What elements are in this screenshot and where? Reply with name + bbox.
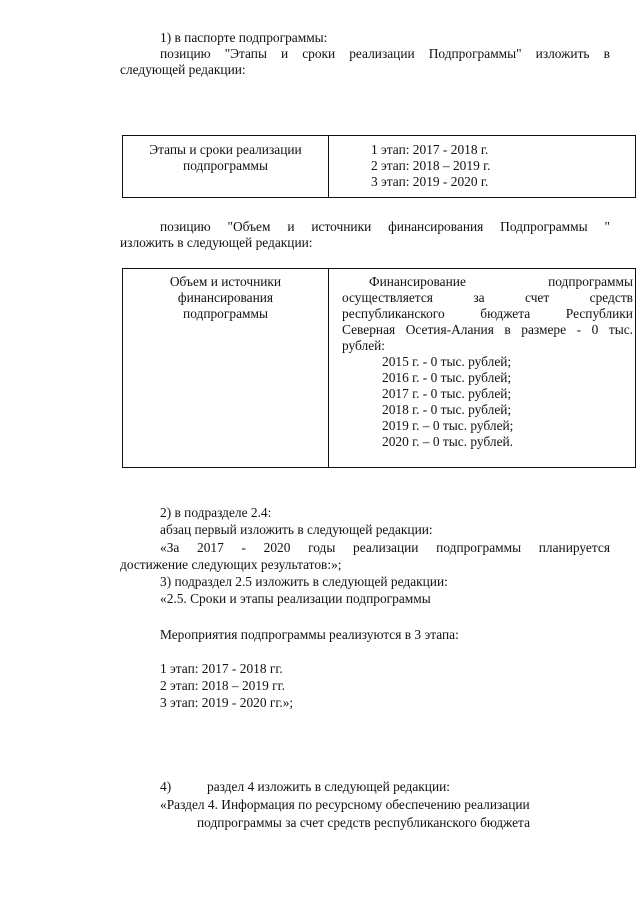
- word: 2020: [263, 540, 291, 555]
- word: бюджета: [480, 306, 531, 321]
- word: позицию: [160, 219, 211, 234]
- word: и: [280, 46, 289, 61]
- stage-1: 1 этап: 2017 - 2018 г.: [371, 142, 489, 157]
- word: сроки: [302, 46, 336, 61]
- item1-heading: 1) в паспорте подпрограммы:: [160, 30, 328, 45]
- financing-year-2016: 2016 г. - 0 тыс. рублей;: [382, 370, 512, 385]
- word: тыс.: [608, 322, 633, 337]
- word: подпрограммы: [436, 540, 522, 555]
- stages-value-cell: [329, 136, 636, 198]
- item3-stage-1: 1 этап: 2017 - 2018 гг.: [160, 661, 283, 676]
- word: реализации: [353, 540, 419, 555]
- financing-label-line1: Объем и источники: [169, 274, 282, 289]
- stage-3: 3 этап: 2019 - 2020 г.: [371, 174, 489, 189]
- item3-heading: 3) подраздел 2.5 изложить в следующей редакции:: [160, 574, 448, 589]
- item4-title-line1: «Раздел 4. Информация по ресурсному обеспечению реализации: [160, 797, 530, 812]
- word: средств: [589, 290, 633, 305]
- word: ": [604, 219, 610, 234]
- financing-label-line3: подпрограммы: [183, 306, 268, 321]
- financing-table: [122, 268, 636, 468]
- stages-label-line2: подпрограммы: [183, 158, 268, 173]
- word: в: [603, 46, 610, 61]
- financing-year-2019: 2019 г. – 0 тыс. рублей;: [382, 418, 514, 433]
- financing-year-2018: 2018 г. - 0 тыс. рублей;: [382, 402, 512, 417]
- item1-sentence-line2: следующей редакции:: [120, 62, 246, 77]
- word: «За: [160, 540, 180, 555]
- financing-text-line5: рублей:: [342, 338, 386, 353]
- stages-table: [122, 135, 636, 198]
- word: Северная: [342, 322, 396, 337]
- word: подпрограммы: [548, 274, 633, 289]
- word: размере: [521, 322, 567, 337]
- word: годы: [308, 540, 336, 555]
- word: Республики: [565, 306, 633, 321]
- word: счет: [525, 290, 550, 305]
- word: "Этапы: [224, 46, 267, 61]
- word: Финансирование: [369, 274, 466, 289]
- item1-sentence-line1: [160, 46, 610, 62]
- word: и: [287, 219, 295, 234]
- word: финансирования: [388, 219, 484, 234]
- item4-text: раздел 4 изложить в следующей редакции:: [207, 779, 451, 794]
- item4-number: 4): [160, 779, 172, 794]
- financing-year-2017: 2017 г. - 0 тыс. рублей;: [382, 386, 512, 401]
- word: позицию: [160, 46, 211, 61]
- word: -: [576, 322, 582, 337]
- stages-label-line1: Этапы и сроки реализации: [149, 142, 302, 157]
- stages-label-cell: [123, 136, 329, 198]
- financing-text-line2: [342, 290, 633, 306]
- financing-year-2020: 2020 г. – 0 тыс. рублей.: [382, 434, 514, 449]
- financing-year-2015: 2015 г. - 0 тыс. рублей;: [382, 354, 512, 369]
- item3-stage-3: 3 этап: 2019 - 2020 гг.»;: [160, 695, 294, 710]
- word: в: [504, 322, 511, 337]
- word: "Объем: [227, 219, 271, 234]
- word: изложить: [535, 46, 590, 61]
- word: -: [241, 540, 246, 555]
- word: республиканского: [342, 306, 445, 321]
- financing-label-line2: финансирования: [177, 290, 274, 305]
- word: за: [473, 290, 485, 305]
- item3-intro: Мероприятия подпрограммы реализуются в 3 этапа:: [160, 627, 459, 642]
- item1b-sentence-line2: изложить в следующей редакции:: [120, 235, 313, 250]
- financing-text-line1: [342, 274, 633, 290]
- item3-title: «2.5. Сроки и этапы реализации подпрограммы: [160, 591, 431, 606]
- item3-stage-2: 2 этап: 2018 – 2019 гг.: [160, 678, 285, 693]
- word: источники: [311, 219, 372, 234]
- word: Осетия-Алания: [405, 322, 494, 337]
- item2-quote-line1: [160, 540, 610, 556]
- word: реализации: [349, 46, 415, 61]
- item4-title-line2: подпрограммы за счет средств республиканского бюджета: [197, 815, 531, 830]
- financing-value-cell: [329, 269, 636, 468]
- word: Подпрограммы: [500, 219, 588, 234]
- item2-heading: 2) в подразделе 2.4:: [160, 505, 272, 520]
- word: осуществляется: [342, 290, 433, 305]
- word: 0: [591, 322, 599, 337]
- item2-quote-line2: достижение следующих результатов:»;: [120, 557, 342, 572]
- item2-line2: абзац первый изложить в следующей редакции:: [160, 522, 433, 537]
- word: планируется: [538, 540, 610, 555]
- word: 2017: [197, 540, 224, 555]
- financing-label-cell: [123, 269, 329, 468]
- item1b-sentence-line1: [160, 219, 610, 235]
- financing-text-line4: [342, 322, 633, 338]
- word: Подпрограммы": [428, 46, 522, 61]
- financing-text-line3: [342, 306, 633, 322]
- stage-2: 2 этап: 2018 – 2019 г.: [371, 158, 491, 173]
